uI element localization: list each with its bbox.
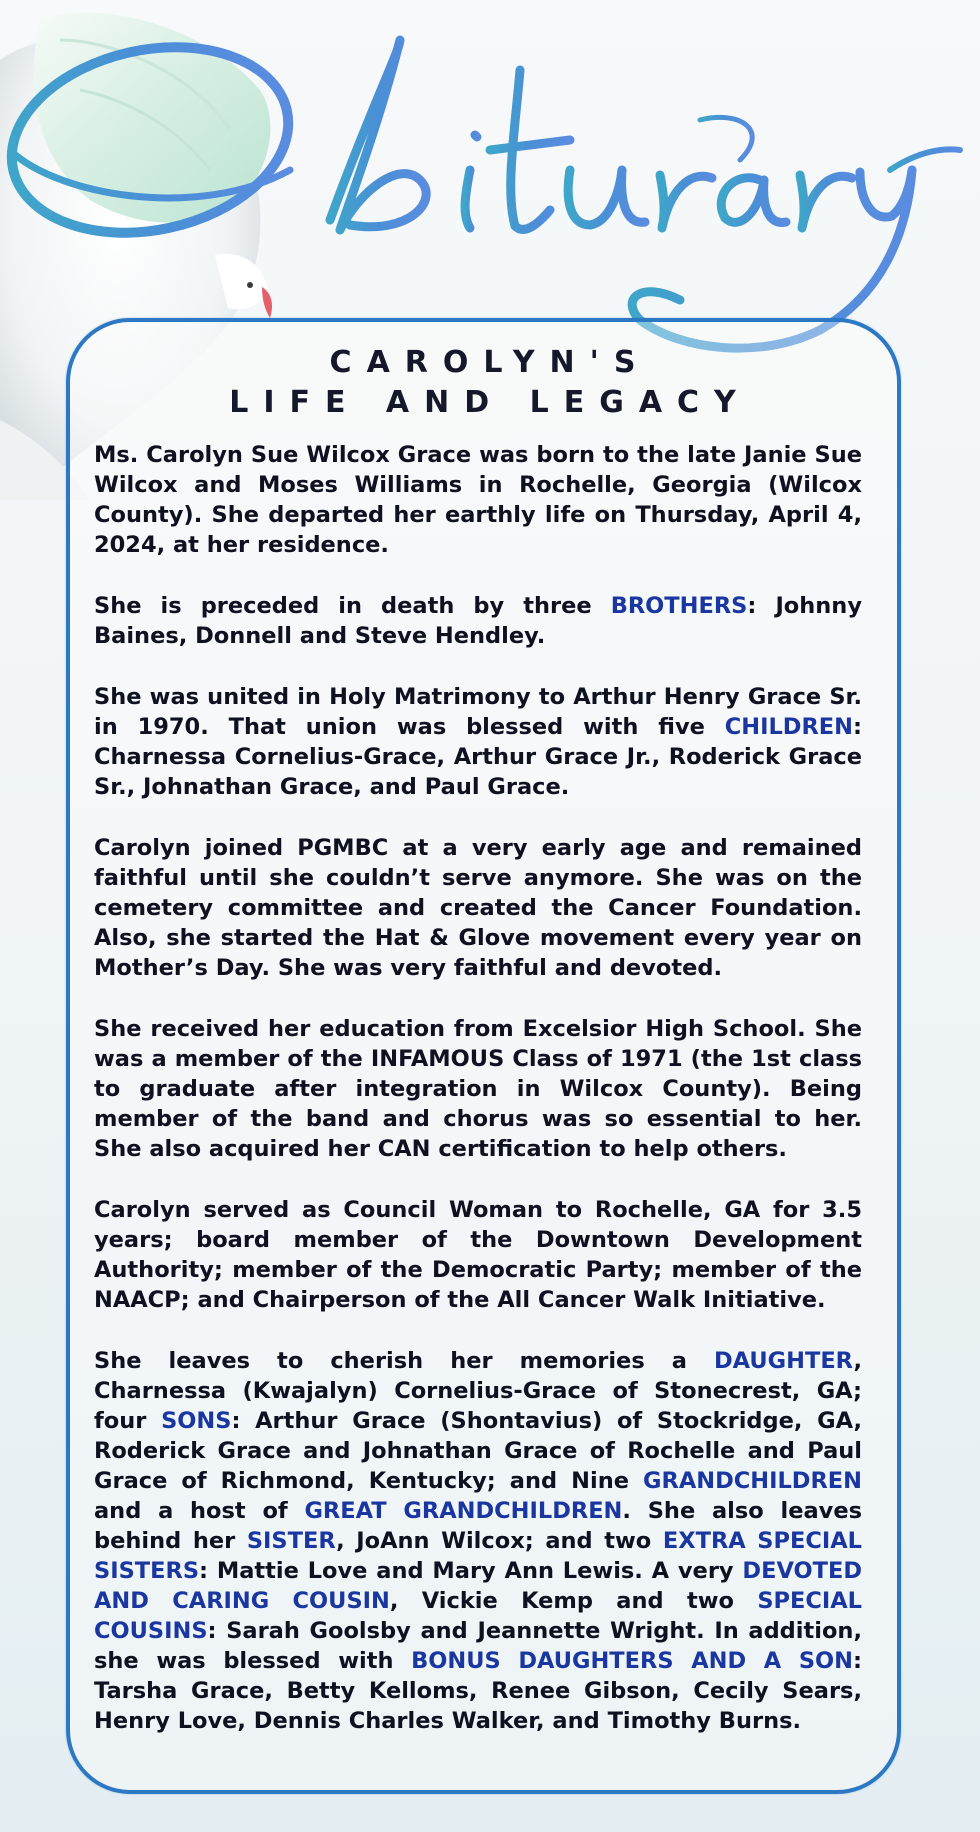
highlighted-term: GRANDCHILDREN xyxy=(643,1468,862,1494)
highlighted-term: SISTER xyxy=(246,1528,337,1554)
paragraph-text: She leaves to cherish her memories a xyxy=(94,1348,714,1374)
paragraph-text: Ms. Carolyn Sue Wilcox Grace was born to the late Janie Sue Wilcox and Moses Williams in Rochelle, Georgia (Wilcox County). She departed her earthly life on Thursday, April 4, 2024, at her residence. xyxy=(94,442,862,558)
highlighted-term: DAUGHTER xyxy=(714,1348,854,1374)
highlighted-term: CHILDREN xyxy=(724,714,853,740)
paragraph-text: : Johnny Baines, Donnell and Steve Hendley. xyxy=(94,593,862,649)
paragraph-text: , JoAnn Wilcox; and two xyxy=(336,1528,663,1554)
paragraph-text: , Charnessa (Kwajalyn) Cornelius-Grace of Stonecrest, GA; four xyxy=(94,1348,862,1434)
highlighted-term: SPECIAL COUSINS xyxy=(94,1588,863,1644)
highlighted-term: BROTHERS xyxy=(610,593,748,619)
paragraph-text: : Mattie Love and Mary Ann Lewis. A very xyxy=(199,1558,743,1584)
paragraph-text: She is preceded in death by three xyxy=(94,593,611,619)
obituary-paragraph xyxy=(94,833,862,983)
highlighted-term: BONUS DAUGHTERS AND A SON xyxy=(411,1648,853,1674)
paragraph-text: : Tarsha Grace, Betty Kelloms, Renee Gibson, Cecily Sears, Henry Love, Dennis Charles Walker, and Timothy Burns. xyxy=(94,1648,862,1734)
paragraph-text: Carolyn joined PGMBC at a very early age and remained faithful until she couldn’t serve anymore. She was on the cemetery committee and created the Cancer Foundation. Also, she started the Hat & Glove movement every year on Mother’s Day. She was very faithful and devoted. xyxy=(94,835,862,981)
paragraph-text: : Arthur Grace (Shontavius) of Stockridge, GA, Roderick Grace and Johnathan Grace of Rochelle and Paul Grace of Richmond, Kentucky; and Nine xyxy=(94,1408,862,1494)
paragraph-text: , Vickie Kemp and two xyxy=(389,1588,758,1614)
obituary-paragraph xyxy=(94,591,862,651)
paragraph-text: She received her education from Excelsior High School. She was a member of the INFAMOUS Class of 1971 (the 1st class to graduate after integration in Wilcox County). Being member of the band and chorus was so essential to her. She also acquired her CAN certification to help others. xyxy=(94,1016,862,1162)
highlighted-term: GREAT GRANDCHILDREN xyxy=(304,1498,623,1524)
obituary-paragraph xyxy=(94,682,862,802)
paragraph-text: Carolyn served as Council Woman to Rochelle, GA for 3.5 years; board member of the Downtown Development Authority; member of the Democratic Party; member of the NAACP; and Chairperson of the All Cancer Walk Initiative. xyxy=(94,1197,862,1313)
highlighted-term: SONS xyxy=(161,1408,232,1434)
highlighted-term: DEVOTED AND CARING COUSIN xyxy=(94,1558,862,1614)
paragraph-text: . She also leaves behind her xyxy=(94,1498,862,1554)
obituary-paragraph xyxy=(94,1195,862,1315)
obituary-body xyxy=(94,440,862,1767)
paragraph-text: : Sarah Goolsby and Jeannette Wright. In addition, she was blessed with xyxy=(94,1618,862,1674)
obituary-paragraph xyxy=(94,1014,862,1164)
heading-line-2: LIFE AND LEGACY xyxy=(229,385,751,420)
obituary-paragraph xyxy=(94,1346,862,1736)
paragraph-text: She was united in Holy Matrimony to Arthur Henry Grace Sr. in 1970. That union was blessed with five xyxy=(94,684,862,740)
heading-line-1: CAROLYN'S xyxy=(329,345,651,380)
paragraph-text: and a host of xyxy=(94,1498,305,1524)
obituary-paragraph xyxy=(94,440,862,560)
highlighted-term: EXTRA SPECIAL SISTERS xyxy=(94,1528,862,1584)
paragraph-text: : Charnessa Cornelius-Grace, Arthur Grace Jr., Roderick Grace Sr., Johnathan Grace, and Paul Grace. xyxy=(94,714,862,800)
